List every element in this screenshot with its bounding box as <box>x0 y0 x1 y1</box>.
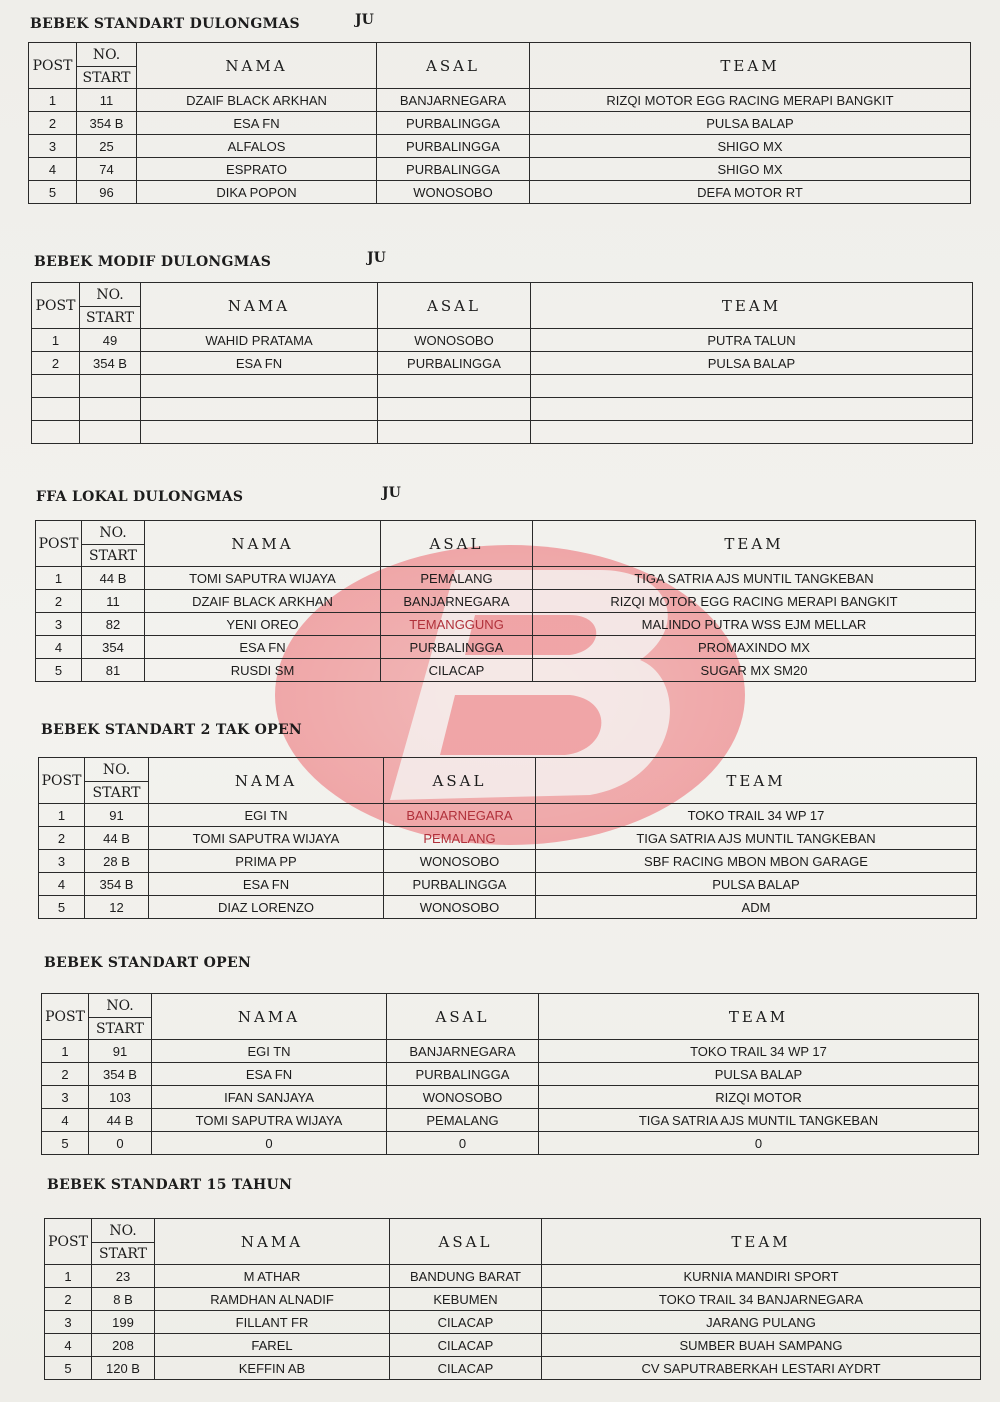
start-number-cell: 91 <box>85 804 149 827</box>
rider-name-cell: EGI TN <box>149 804 384 827</box>
col-post-header: POST <box>39 758 85 804</box>
start-number-cell: 354 B <box>89 1063 152 1086</box>
col-asal-header: ASAL <box>387 994 539 1040</box>
section-title: FFA LOKAL DULONGMAS <box>36 489 244 505</box>
col-nama-header: NAMA <box>149 758 384 804</box>
team-cell: PROMAXINDO MX <box>533 636 976 659</box>
post-cell: 1 <box>39 804 85 827</box>
start-number-cell: 44 B <box>85 827 149 850</box>
start-number-cell: 103 <box>89 1086 152 1109</box>
origin-cell: PURBALINGGA <box>387 1063 539 1086</box>
table-row <box>42 1040 979 1063</box>
team-cell: TOKO TRAIL 34 WP 17 <box>539 1040 979 1063</box>
rider-name-cell: DIKA POPON <box>137 181 377 204</box>
origin-cell <box>378 398 531 421</box>
start-number-cell: 120 B <box>92 1357 155 1380</box>
start-number-cell: 82 <box>82 613 145 636</box>
team-cell: MALINDO PUTRA WSS EJM MELLAR <box>533 613 976 636</box>
table-row <box>42 1063 979 1086</box>
col-no-header: NO. <box>85 758 149 782</box>
post-cell: 1 <box>36 567 82 590</box>
col-start-header: START <box>82 545 145 567</box>
rider-name-cell: ESA FN <box>141 352 378 375</box>
team-cell: RIZQI MOTOR EGG RACING MERAPI BANGKIT <box>533 590 976 613</box>
team-cell: TIGA SATRIA AJS MUNTIL TANGKEBAN <box>533 567 976 590</box>
post-cell: 5 <box>42 1132 89 1155</box>
team-cell: TOKO TRAIL 34 BANJARNEGARA <box>542 1288 981 1311</box>
col-post-header: POST <box>45 1219 92 1265</box>
team-cell: DEFA MOTOR RT <box>530 181 971 204</box>
col-team-header: TEAM <box>536 758 977 804</box>
rider-name-cell: ALFALOS <box>137 135 377 158</box>
team-cell <box>531 421 973 444</box>
rider-name-cell: EGI TN <box>152 1040 387 1063</box>
origin-cell: BANJARNEGARA <box>381 590 533 613</box>
start-number-cell <box>80 421 141 444</box>
table-row <box>29 181 971 204</box>
results-table <box>35 520 976 682</box>
origin-cell: PURBALINGGA <box>381 636 533 659</box>
post-cell: 1 <box>29 89 77 112</box>
table-row <box>29 89 971 112</box>
table-row <box>29 135 971 158</box>
table-row <box>45 1288 981 1311</box>
start-number-cell: 81 <box>82 659 145 682</box>
col-nama-header: NAMA <box>141 283 378 329</box>
post-cell <box>32 375 80 398</box>
results-table <box>31 282 973 444</box>
team-cell <box>531 398 973 421</box>
rider-name-cell: ESA FN <box>152 1063 387 1086</box>
col-no-header: NO. <box>92 1219 155 1243</box>
team-cell: SHIGO MX <box>530 158 971 181</box>
origin-cell <box>378 421 531 444</box>
post-cell: 3 <box>42 1086 89 1109</box>
post-cell: 4 <box>42 1109 89 1132</box>
origin-cell: 0 <box>387 1132 539 1155</box>
col-start-header: START <box>89 1018 152 1040</box>
start-number-cell: 44 B <box>89 1109 152 1132</box>
origin-cell: PEMALANG <box>381 567 533 590</box>
start-number-cell: 0 <box>89 1132 152 1155</box>
col-start-header: START <box>92 1243 155 1265</box>
origin-cell <box>378 375 531 398</box>
table-row <box>32 398 973 421</box>
origin-cell: WONOSOBO <box>387 1086 539 1109</box>
results-table <box>44 1218 981 1380</box>
section-tag: JU <box>367 250 386 266</box>
table-row <box>36 567 976 590</box>
col-start-header: START <box>77 67 137 89</box>
rider-name-cell: DIAZ LORENZO <box>149 896 384 919</box>
team-cell <box>531 375 973 398</box>
table-row <box>39 850 977 873</box>
post-cell: 4 <box>36 636 82 659</box>
start-number-cell: 199 <box>92 1311 155 1334</box>
origin-cell: BANJARNEGARA <box>387 1040 539 1063</box>
rider-name-cell: TOMI SAPUTRA WIJAYA <box>152 1109 387 1132</box>
post-cell: 5 <box>29 181 77 204</box>
post-cell: 2 <box>42 1063 89 1086</box>
col-post-header: POST <box>42 994 89 1040</box>
start-number-cell: 354 B <box>77 112 137 135</box>
col-nama-header: NAMA <box>145 521 381 567</box>
origin-cell: PURBALINGGA <box>377 135 530 158</box>
post-cell: 1 <box>45 1265 92 1288</box>
origin-cell: PURBALINGGA <box>378 352 531 375</box>
col-nama-header: NAMA <box>152 994 387 1040</box>
col-post-header: POST <box>29 43 77 89</box>
post-cell: 2 <box>36 590 82 613</box>
start-number-cell: 96 <box>77 181 137 204</box>
col-start-header: START <box>85 782 149 804</box>
team-cell: KURNIA MANDIRI SPORT <box>542 1265 981 1288</box>
col-asal-header: ASAL <box>378 283 531 329</box>
section-tag: JU <box>382 485 401 501</box>
start-number-cell: 28 B <box>85 850 149 873</box>
rider-name-cell: RUSDI SM <box>145 659 381 682</box>
section-title: BEBEK STANDART 15 TAHUN <box>47 1177 293 1193</box>
team-cell: SHIGO MX <box>530 135 971 158</box>
results-table <box>28 42 971 204</box>
team-cell: PUTRA TALUN <box>531 329 973 352</box>
section-tag: JU <box>355 12 374 28</box>
table-row <box>39 804 977 827</box>
team-cell: RIZQI MOTOR EGG RACING MERAPI BANGKIT <box>530 89 971 112</box>
team-cell: TIGA SATRIA AJS MUNTIL TANGKEBAN <box>539 1109 979 1132</box>
post-cell: 4 <box>29 158 77 181</box>
table-row <box>39 827 977 850</box>
team-cell: ADM <box>536 896 977 919</box>
rider-name-cell: WAHID PRATAMA <box>141 329 378 352</box>
table-row <box>45 1357 981 1380</box>
origin-cell: BANJARNEGARA <box>377 89 530 112</box>
col-no-header: NO. <box>89 994 152 1018</box>
table-row <box>42 1086 979 1109</box>
origin-cell: WONOSOBO <box>384 850 536 873</box>
table-row <box>45 1265 981 1288</box>
post-cell: 5 <box>36 659 82 682</box>
rider-name-cell: FAREL <box>155 1334 390 1357</box>
start-number-cell: 354 B <box>85 873 149 896</box>
rider-name-cell: DZAIF BLACK ARKHAN <box>137 89 377 112</box>
team-cell: PULSA BALAP <box>539 1063 979 1086</box>
start-number-cell <box>80 375 141 398</box>
origin-cell: CILACAP <box>390 1334 542 1357</box>
post-cell: 2 <box>32 352 80 375</box>
post-cell: 3 <box>36 613 82 636</box>
rider-name-cell <box>141 375 378 398</box>
col-no-header: NO. <box>77 43 137 67</box>
team-cell: SUMBER BUAH SAMPANG <box>542 1334 981 1357</box>
post-cell: 4 <box>39 873 85 896</box>
results-table <box>41 993 979 1155</box>
table-row <box>32 352 973 375</box>
start-number-cell: 44 B <box>82 567 145 590</box>
table-row <box>36 590 976 613</box>
origin-cell: PEMALANG <box>384 827 536 850</box>
table-row <box>42 1109 979 1132</box>
table-row <box>29 112 971 135</box>
table-row <box>36 636 976 659</box>
col-asal-header: ASAL <box>390 1219 542 1265</box>
start-number-cell: 49 <box>80 329 141 352</box>
origin-cell: CILACAP <box>390 1357 542 1380</box>
start-number-cell: 354 B <box>80 352 141 375</box>
team-cell: JARANG PULANG <box>542 1311 981 1334</box>
origin-cell: WONOSOBO <box>378 329 531 352</box>
table-row <box>45 1311 981 1334</box>
table-row <box>32 421 973 444</box>
team-cell: PULSA BALAP <box>530 112 971 135</box>
post-cell: 5 <box>45 1357 92 1380</box>
col-team-header: TEAM <box>542 1219 981 1265</box>
table-row <box>29 158 971 181</box>
post-cell: 5 <box>39 896 85 919</box>
origin-cell: CILACAP <box>390 1311 542 1334</box>
table-row <box>32 375 973 398</box>
rider-name-cell <box>141 398 378 421</box>
table-row <box>39 896 977 919</box>
rider-name-cell: RAMDHAN ALNADIF <box>155 1288 390 1311</box>
col-asal-header: ASAL <box>377 43 530 89</box>
origin-cell: PEMALANG <box>387 1109 539 1132</box>
post-cell: 2 <box>45 1288 92 1311</box>
start-number-cell: 208 <box>92 1334 155 1357</box>
origin-cell: WONOSOBO <box>377 181 530 204</box>
col-nama-header: NAMA <box>155 1219 390 1265</box>
table-row <box>39 873 977 896</box>
col-team-header: TEAM <box>530 43 971 89</box>
rider-name-cell: ESA FN <box>145 636 381 659</box>
team-cell: TOKO TRAIL 34 WP 17 <box>536 804 977 827</box>
table-row <box>45 1334 981 1357</box>
results-table <box>38 757 977 919</box>
rider-name-cell: ESPRATO <box>137 158 377 181</box>
team-cell: SUGAR MX SM20 <box>533 659 976 682</box>
start-number-cell: 12 <box>85 896 149 919</box>
team-cell: PULSA BALAP <box>536 873 977 896</box>
start-number-cell: 74 <box>77 158 137 181</box>
origin-cell: PURBALINGGA <box>384 873 536 896</box>
team-cell: TIGA SATRIA AJS MUNTIL TANGKEBAN <box>536 827 977 850</box>
team-cell: SBF RACING MBON MBON GARAGE <box>536 850 977 873</box>
rider-name-cell: IFAN SANJAYA <box>152 1086 387 1109</box>
start-number-cell: 8 B <box>92 1288 155 1311</box>
rider-name-cell: KEFFIN AB <box>155 1357 390 1380</box>
start-number-cell <box>80 398 141 421</box>
rider-name-cell: 0 <box>152 1132 387 1155</box>
rider-name-cell: TOMI SAPUTRA WIJAYA <box>149 827 384 850</box>
start-number-cell: 11 <box>77 89 137 112</box>
section-title: BEBEK STANDART 2 TAK OPEN <box>41 722 303 738</box>
post-cell <box>32 398 80 421</box>
col-no-header: NO. <box>80 283 141 307</box>
rider-name-cell: M ATHAR <box>155 1265 390 1288</box>
table-row <box>36 659 976 682</box>
team-cell: 0 <box>539 1132 979 1155</box>
post-cell: 4 <box>45 1334 92 1357</box>
origin-cell: PURBALINGGA <box>377 158 530 181</box>
origin-cell: KEBUMEN <box>390 1288 542 1311</box>
origin-cell: BANJARNEGARA <box>384 804 536 827</box>
rider-name-cell: DZAIF BLACK ARKHAN <box>145 590 381 613</box>
start-number-cell: 11 <box>82 590 145 613</box>
post-cell: 3 <box>39 850 85 873</box>
col-post-header: POST <box>32 283 80 329</box>
col-team-header: TEAM <box>531 283 973 329</box>
post-cell: 2 <box>29 112 77 135</box>
post-cell: 3 <box>29 135 77 158</box>
post-cell: 1 <box>42 1040 89 1063</box>
rider-name-cell <box>141 421 378 444</box>
table-row <box>36 613 976 636</box>
section-title: BEBEK STANDART OPEN <box>44 955 252 971</box>
team-cell: PULSA BALAP <box>531 352 973 375</box>
col-no-header: NO. <box>82 521 145 545</box>
team-cell: CV SAPUTRABERKAH LESTARI AYDRT <box>542 1357 981 1380</box>
table-row <box>32 329 973 352</box>
team-cell: RIZQI MOTOR <box>539 1086 979 1109</box>
rider-name-cell: TOMI SAPUTRA WIJAYA <box>145 567 381 590</box>
rider-name-cell: ESA FN <box>137 112 377 135</box>
col-post-header: POST <box>36 521 82 567</box>
start-number-cell: 23 <box>92 1265 155 1288</box>
rider-name-cell: YENI OREO <box>145 613 381 636</box>
col-team-header: TEAM <box>533 521 976 567</box>
start-number-cell: 25 <box>77 135 137 158</box>
rider-name-cell: ESA FN <box>149 873 384 896</box>
post-cell: 1 <box>32 329 80 352</box>
start-number-cell: 354 <box>82 636 145 659</box>
section-title: BEBEK MODIF DULONGMAS <box>34 254 272 270</box>
post-cell: 2 <box>39 827 85 850</box>
col-asal-header: ASAL <box>381 521 533 567</box>
section-title: BEBEK STANDART DULONGMAS <box>30 16 300 32</box>
col-team-header: TEAM <box>539 994 979 1040</box>
origin-cell: CILACAP <box>381 659 533 682</box>
post-cell <box>32 421 80 444</box>
origin-cell: WONOSOBO <box>384 896 536 919</box>
col-nama-header: NAMA <box>137 43 377 89</box>
origin-cell: BANDUNG BARAT <box>390 1265 542 1288</box>
col-start-header: START <box>80 307 141 329</box>
col-asal-header: ASAL <box>384 758 536 804</box>
rider-name-cell: PRIMA PP <box>149 850 384 873</box>
origin-cell: TEMANGGUNG <box>381 613 533 636</box>
table-row <box>42 1132 979 1155</box>
rider-name-cell: FILLANT FR <box>155 1311 390 1334</box>
origin-cell: PURBALINGGA <box>377 112 530 135</box>
start-number-cell: 91 <box>89 1040 152 1063</box>
post-cell: 3 <box>45 1311 92 1334</box>
